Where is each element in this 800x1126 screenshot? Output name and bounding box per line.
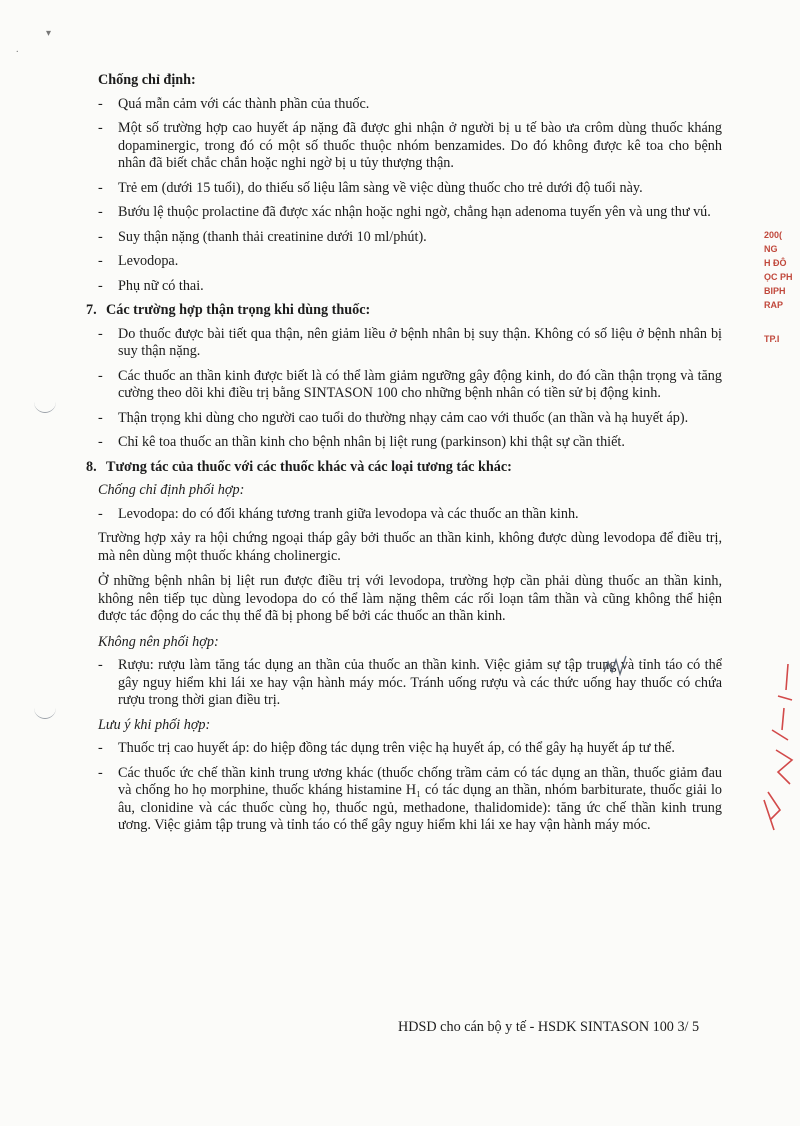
stamp-text: 200( [764,230,783,240]
page-footer: HDSD cho cán bộ y tế - HSDK SINTASON 100 3/ 5 [398,1019,700,1035]
section-title: Tương tác của thuốc với các thuốc khác và các loại tương tác khác: [106,458,512,475]
handwritten-initials [600,652,640,682]
signature-scribble [758,660,798,840]
scan-mark: ▾ [46,28,52,39]
section-heading: Chống chỉ định: [98,72,196,88]
contraindication-list [98,96,722,296]
paragraph: Ở những bệnh nhân bị liệt run được điều trị với levodopa, trường hợp cần phải dùng thuốc an thần kinh, không nên tiếp tục dùng levodopa do có thể làm nặng thêm các rối loạn tâm thần và cũng không thể hiện được tác động do các thụ thể đã bị phong bế bởi các thuốc an thần kinh. [98,573,722,624]
list-item: - Chỉ kê toa thuốc an thần kinh cho bệnh nhân bị liệt rung (parkinson) khi thật sự cần thiết. [98,434,722,452]
section-7-heading [86,302,722,320]
stamp-text: ỌC PH [764,272,793,282]
section-title: Các trường hợp thận trọng khi dùng thuốc: [106,302,371,318]
section-8-heading [86,459,722,477]
punch-hole-mark [34,706,56,719]
section-number: 7. [86,302,97,318]
list-item: - Thận trọng khi dùng cho người cao tuổi do thường nhạy cảm cao với thuốc (an thần và hạ huyết áp). [98,410,722,428]
subsection-heading: Không nên phối hợp: [98,633,219,650]
stamp-text: RAP [764,300,784,310]
scan-mark: . [16,44,19,55]
section-number: 8. [86,458,97,475]
stamp-text: BIPH [764,286,786,296]
list-item: - Quá mẫn cảm với các thành phần của thuốc. [98,96,722,114]
subsection-heading: Chống chỉ định phối hợp: [98,482,245,498]
list-item: - Bướu lệ thuộc prolactine đã được xác nhận hoặc nghi ngờ, chẳng hạn adenoma tuyến yên và ung thư vú. [98,204,722,222]
list-item: - Một số trường hợp cao huyết áp nặng đã được ghi nhận ở người bị u tế bào ưa crôm dùng thuốc kháng dopaminergic, trong đó có một số thuốc thuộc nhóm benzamides. Do đó không được kê toa cho bệnh nhân đã biết chắc chắn hoặc nghi ngờ bị u tủy thượng thận. [98,120,722,173]
list-item: - Trẻ em (dưới 15 tuổi), do thiếu số liệu lâm sàng về việc dùng thuốc cho trẻ dưới độ tuổi này. [98,180,722,198]
interaction-list [98,740,722,835]
paragraph: Trường hợp xảy ra hội chứng ngoại tháp gây bởi thuốc an thần kinh, không được dùng levodopa để điều trị, mà nên dùng một thuốc kháng cholinergic. [98,530,722,564]
stamp-text: H ĐÔ [764,258,787,268]
list-item: - Các thuốc ức chế thần kinh trung ương khác (thuốc chống trầm cảm có tác dụng an thần, thuốc giảm đau và chống ho họ morphine, thuốc kháng histamine H₁ có tác dụng an thần, nhóm barbiturate, thuốc giải lo âu, clonidine và các thuốc cùng họ, thuốc ngủ, methadone, thalidomide): tăng ức chế thần kinh trung ương. Việc giảm tập trung và tỉnh táo có thể gây nguy hiểm khi lái xe hay vận hành máy móc. [98,765,722,835]
list-item: - Phụ nữ có thai. [98,278,722,296]
list-item: - Do thuốc được bài tiết qua thận, nên giảm liều ở bệnh nhân bị suy thận. Không có số liệu ở bệnh nhân bị suy thận nặng. [98,326,722,361]
list-item: - Levodopa: do có đối kháng tương tranh giữa levodopa và các thuốc an thần kinh. [98,506,722,524]
stamp-text: NG [764,244,778,254]
precaution-list [98,326,722,452]
punch-hole-mark [34,400,56,413]
list-item: - Levodopa. [98,253,722,271]
interaction-list [98,506,722,524]
list-item: - Thuốc trị cao huyết áp: do hiệp đồng tác dụng trên việc hạ huyết áp, có thể gây hạ huyết áp tư thế. [98,740,722,758]
subsection-heading: Lưu ý khi phối hợp: [98,716,211,733]
list-item: - Các thuốc an thần kinh được biết là có thể làm giảm ngưỡng gây động kinh, do đó cần thận trọng và tăng cường theo dõi khi điều trị bằng SINTASON 100 cho những bệnh nhân có tiền sử bị động kinh. [98,368,722,403]
stamp-fragment [764,228,800,378]
list-item: - Rượu: rượu làm tăng tác dụng an thần của thuốc an thần kinh. Việc giảm sự tập trung và tỉnh táo có thể gây nguy hiểm khi lái xe hay vận hành máy móc. Tránh uống rượu và các thức uống hay thuốc có chứa rượu trong thời gian điều trị. [98,657,722,710]
list-item: - Suy thận nặng (thanh thải creatinine dưới 10 ml/phút). [98,229,722,247]
stamp-text: TP.I [764,334,780,344]
document-body [86,72,722,842]
